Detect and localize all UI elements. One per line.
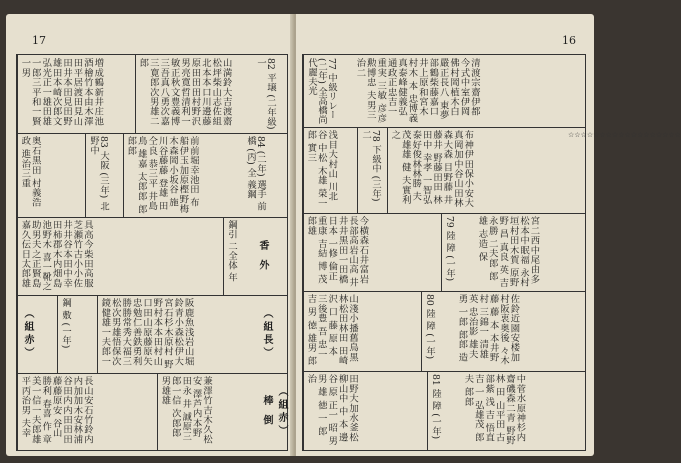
name-list: 田野大加水釜松柳山中 中 本 邊 谷 原 正一 昭 男 男 雄 徳 一 郎 治 (305, 374, 359, 446)
event-heading: 84 (二年) 選手 前橋 (丙) 全 義鋼 (245, 136, 266, 211)
name-list: 今横森石井富岩長部高岩山高 井井井黒田一田橋 日本 一修 倫正 重康 吉結 博 茂 郎雄 (305, 216, 369, 288)
page-number-right: 16 (562, 34, 576, 47)
section-label: （組長） (261, 308, 272, 360)
table-cell (357, 127, 387, 213)
table-cell (353, 55, 585, 127)
table-cell (253, 217, 287, 295)
table-cell (475, 213, 585, 291)
table-row (303, 291, 585, 372)
name-list: 宮二西中尾由多松本中眠福 永村垣村田木賀 原野野 昌 真良 英 吉永勝 二夫郎 郎雄 志造 保 (476, 216, 540, 288)
table-cell (303, 291, 421, 371)
name-list: 兼澤竹吉木久松安 澤芦内本野田永 井 誠原三郎一信 次郎郎 男雄雄 (159, 376, 213, 444)
table-cell (17, 295, 57, 373)
name-list: 佐鈴近園安楼加村阪衷奥後 々木藤 藤 本 本井野村 三錦一 清雄 英 忠治影 雄夫 勇 一郎 郎郎 造 (456, 294, 520, 366)
name-list: 前前堀幸池田 布船伊玉加原樫野梅木森岡小坂谷 施川谷藤藤 登雄 田仝良 恭三平 井島鳥 雄嘉 太郎郎 郎郎郎 (125, 136, 199, 214)
event-heading: 83 大阪 (三年) 北野中 (88, 136, 109, 211)
event-heading: 78 下級中 (三年) 二 (360, 130, 381, 202)
name-list: 長山安石竹鈴内内加加木安林浦 谷田内内田田田藤藤原安 谷山 勝利 春喜 作 章美一信一夫郎雄平丙治男 夫幸 (19, 376, 93, 445)
event-heading: 鋼引 二全体 年 (226, 220, 237, 282)
name-list: 奥石黒田 村義浩政 進治三重 (19, 136, 41, 208)
name-list: 布神伊田保小安大真岡加中谷山田林森大森 目野藤 井藤井 野藤田田 林 田中 幸孝 一智弘泰好俊林林勝 夫 茂雄雄 健 夫實利之 (389, 130, 474, 208)
table-cell (97, 295, 257, 373)
table-cell (455, 291, 585, 371)
table-cell (303, 127, 357, 213)
table-cell (567, 127, 681, 213)
table-cell (461, 371, 585, 450)
table-cell (243, 133, 287, 217)
table-row (17, 217, 287, 296)
table-cell (303, 371, 427, 450)
table-cell (253, 55, 287, 133)
event-heading: 80 陸 障 (一年) (424, 294, 435, 360)
section-label: （組赤） 棒 倒 (261, 385, 287, 438)
table-row (303, 371, 585, 450)
table-cell (85, 133, 123, 217)
table-cell (157, 373, 257, 450)
table-cell (57, 295, 97, 373)
right-table (302, 54, 681, 451)
table-cell (441, 213, 475, 291)
table-cell (223, 217, 253, 295)
event-heading: 77 中級リレー(二年) 全高橋尚代麗夫光 (306, 58, 337, 125)
event-heading: 鋼 敷 (一年) (60, 298, 71, 349)
table-cell (135, 55, 253, 133)
event-heading: 81 陸 障 (一年) (430, 374, 441, 440)
table-row (17, 295, 287, 374)
table-cell (17, 55, 135, 133)
table-cell (17, 217, 223, 295)
section-label: （組赤） (22, 308, 33, 360)
table-cell (303, 55, 353, 127)
page-number-left: 17 (32, 34, 46, 47)
table-cell (123, 133, 243, 217)
name-list: 山満鈴大吉渡齋松坪柴山志佐組北本本口川邊藤原田田田村野沢男亮寛哲清利一敏正秋文豊義博三吾真八勇次嘉三寛郎次男雄二郎 (137, 58, 232, 126)
name-list: 山淺小播舊鳥黒林松田林田 田崎沢 口 藤 原 本 三後豊 吾 忠一 吉 男 徳 雄男 郎 (305, 294, 359, 366)
table-cell (17, 133, 85, 217)
name-list: 具高今柴田高服芝瀬竹古小小佐 井井谷本田中幸田柿郡木内畑島池野木 喜一靴之助男夫之正賢島嘉久伝日太郎雄 (19, 220, 93, 292)
table-row (303, 127, 681, 214)
table-row (303, 213, 585, 292)
left-page (6, 14, 294, 456)
table-cell (257, 295, 287, 373)
name-list: 阪鹿魚浅岩山堀鈴青小森松伊大宮石杉木原村 野野村本本田村山口田山原藤原矢 忠勉仁善鉄勇利勝勝常秀大福三松次男雄悟保次鏡健雄一夫郎一 (99, 298, 194, 370)
event-heading: 79 陸 障 (一年) (444, 216, 455, 282)
name-list: 中菅水原神杉内齋磯森二青 野野林 田 山平田 古 部紫 浅 吉 悟直 吉 一 弘雄茂 郎 夫 郎郎 (462, 374, 526, 446)
table-cell (303, 213, 441, 291)
table-cell (427, 371, 461, 450)
table-row (17, 55, 287, 134)
event-heading: 82 平壌 (二年級) 一 (255, 58, 276, 130)
table-row (303, 55, 585, 128)
table-row (17, 373, 287, 450)
table-cell (421, 291, 455, 371)
name-list: ☆☆☆☆☆☆☆☆☆☆☆☆☆☆☆☆☆☆ (568, 131, 681, 139)
left-table (16, 54, 288, 451)
table-cell (17, 373, 157, 450)
table-cell (257, 373, 287, 450)
section-label: 香 外 (257, 239, 268, 273)
name-list: 清渡宗齋伊都今式中室伊岡佛村岡植木白嚴正長八 東夢部鶴柴藤嘉口井上原和宮木 村木 本 忠博義真泰峰健義弘通政正忠吉一重実 三敏 彦彦勲博忠 夫男三治二 (354, 58, 480, 123)
table-cell (387, 127, 567, 213)
name-list: 浅目大村山 川北 谷 中松 木雄 榮一 郎 實三 (305, 130, 338, 208)
name-list: 増成鶴新井庄池酒檜竹本由木澤田平居渡田見山田井本田見田野雄田本崎次郎文弘光正一雄田雄一郎三平和一賢一男 (19, 58, 104, 126)
table-row (17, 133, 287, 218)
right-page (296, 14, 681, 456)
